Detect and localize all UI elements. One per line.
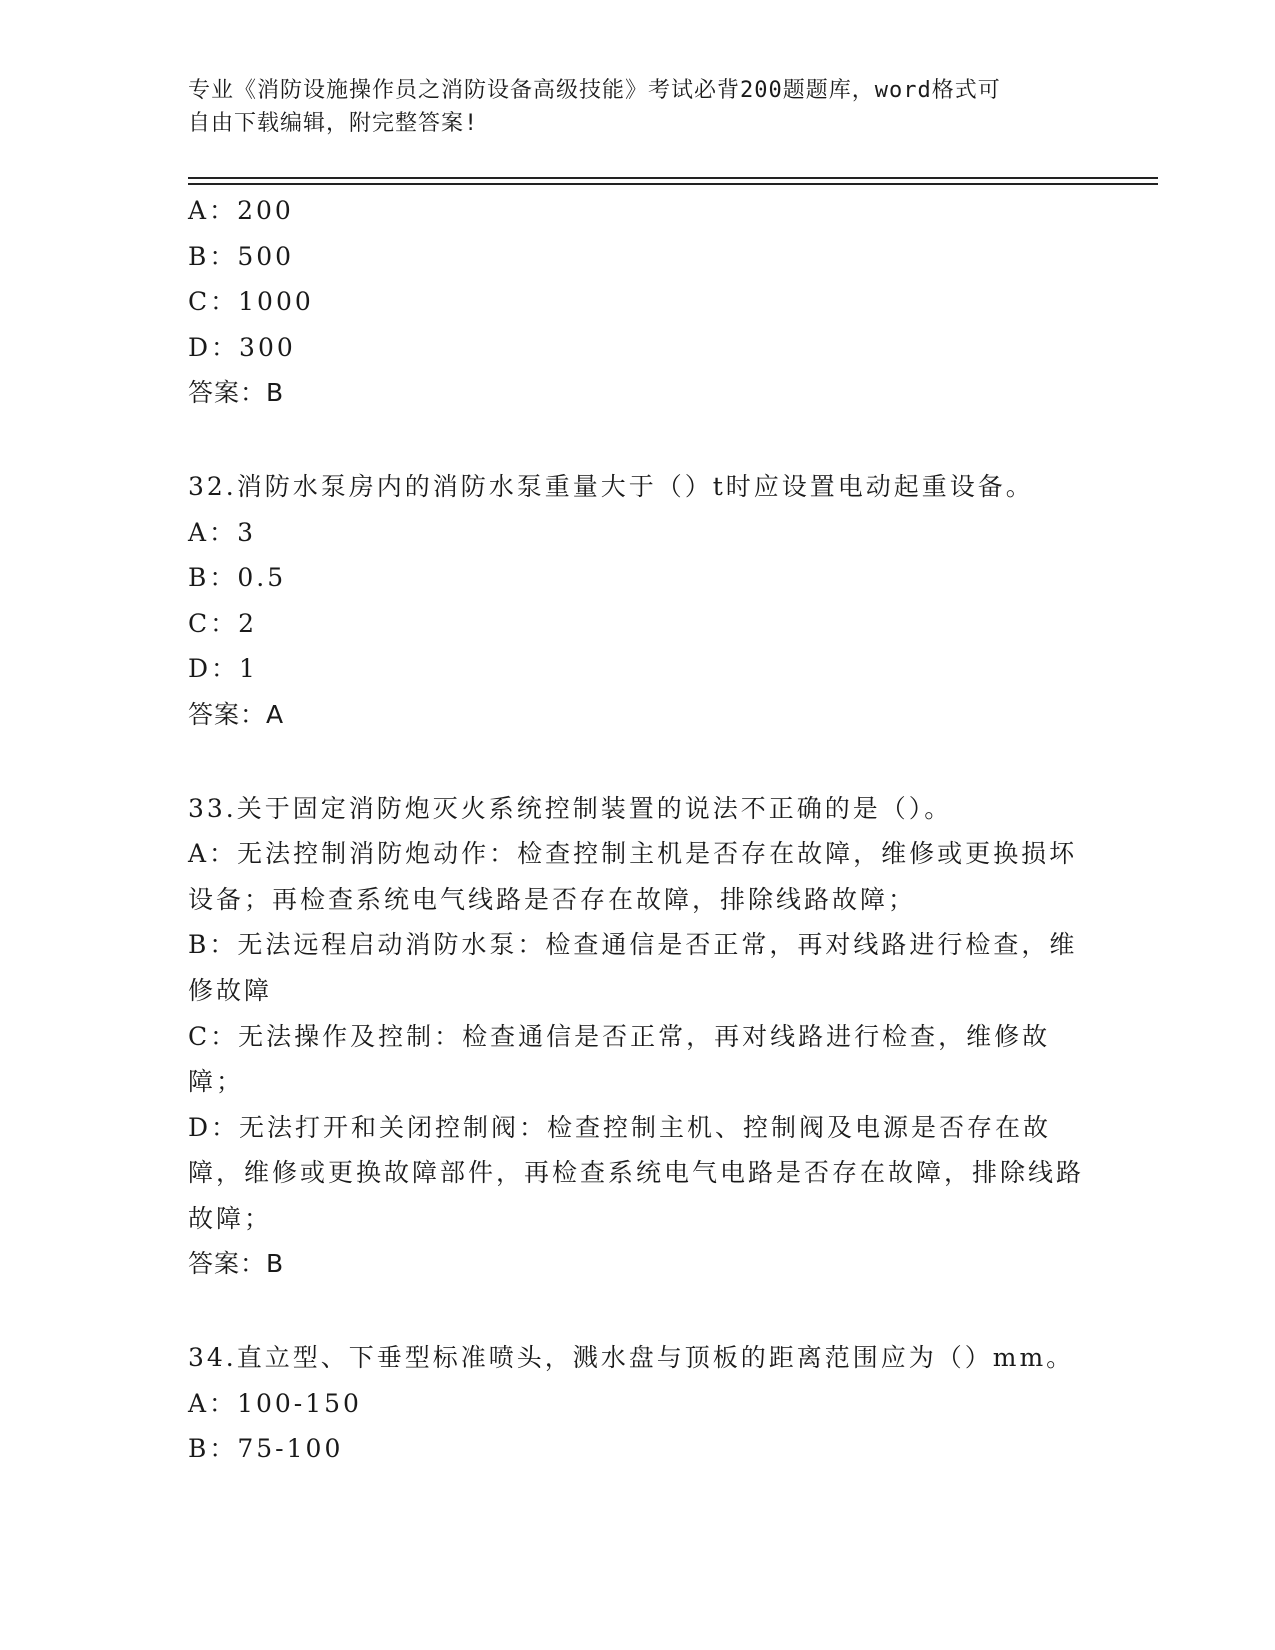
question-spacer xyxy=(188,738,1088,786)
option-b xyxy=(188,555,1088,601)
option-text: 2 xyxy=(238,608,258,638)
option-text: 75-100 xyxy=(237,1434,344,1464)
question-title: 33.关于固定消防炮灭火系统控制装置的说法不正确的是（）。 xyxy=(188,793,953,823)
question-title: 32.消防水泵房内的消防水泵重量大于（）t时应设置电动起重设备。 xyxy=(188,471,1034,501)
option-a xyxy=(188,510,1088,556)
option-label: B： xyxy=(188,930,238,960)
option-label: A： xyxy=(188,517,238,547)
option-label: C： xyxy=(188,287,239,317)
option-label: A： xyxy=(188,196,238,225)
question-34 xyxy=(188,1335,1088,1472)
header-divider-top xyxy=(188,177,1158,179)
question-content xyxy=(188,188,1088,1472)
option-d xyxy=(188,646,1088,692)
option-label: A： xyxy=(188,1388,238,1418)
option-label: B： xyxy=(188,1434,238,1464)
option-label: B： xyxy=(188,241,238,271)
option-text: 0.5 xyxy=(237,563,287,593)
option-label: D： xyxy=(188,1112,240,1142)
option-b xyxy=(188,234,1088,280)
option-text: 300 xyxy=(239,332,296,362)
option-text: 200 xyxy=(237,196,294,225)
option-label: C： xyxy=(188,1021,239,1051)
option-c xyxy=(188,1014,1088,1105)
option-label: B： xyxy=(188,563,238,593)
document-header xyxy=(188,74,1068,140)
option-text: 无法控制消防炮动作：检查控制主机是否存在故障，维修或更换损坏设备；再检查系统电气线路是否存在故障，排除线路故障； xyxy=(188,839,1078,914)
option-text: 无法打开和关闭控制阀：检查控制主机、控制阀及电源是否存在故障，维修或更换故障部件，再检查系统电气电路是否存在故障，排除线路故障； xyxy=(188,1112,1085,1233)
option-text: 无法操作及控制：检查通信是否正常，再对线路进行检查，维修故障； xyxy=(188,1021,1051,1097)
answer-line: 答案：A xyxy=(188,699,285,729)
option-a xyxy=(188,831,1088,922)
option-a xyxy=(188,188,1088,234)
answer-line: 答案：B xyxy=(188,1249,285,1279)
question-33 xyxy=(188,786,1088,1288)
option-text: 500 xyxy=(237,241,295,271)
option-label: D： xyxy=(188,654,240,684)
option-label: D： xyxy=(188,332,240,362)
option-text: 1 xyxy=(239,654,258,684)
option-b xyxy=(188,922,1088,1013)
header-line-1: 专业《消防设施操作员之消防设备高级技能》考试必背200题题库，word格式可 xyxy=(188,78,1001,103)
question-spacer xyxy=(188,1287,1088,1335)
option-d xyxy=(188,1105,1088,1242)
option-b xyxy=(188,1426,1088,1472)
header-line-2: 自由下载编辑，附完整答案! xyxy=(188,111,479,136)
question-title: 34.直立型、下垂型标准喷头，溅水盘与顶板的距离范围应为（）mm。 xyxy=(188,1343,1075,1373)
option-text: 无法远程启动消防水泵：检查通信是否正常，再对线路进行检查，维修故障 xyxy=(188,930,1078,1005)
option-label: C： xyxy=(188,608,239,638)
option-text: 100-150 xyxy=(237,1388,362,1418)
option-c xyxy=(188,601,1088,647)
option-text: 3 xyxy=(237,517,256,547)
option-c xyxy=(188,279,1088,325)
header-divider-bottom xyxy=(188,183,1158,185)
question-31-tail xyxy=(188,188,1088,416)
option-d xyxy=(188,325,1088,371)
answer-line: 答案：B xyxy=(188,378,285,408)
option-a xyxy=(188,1381,1088,1427)
option-text: 1000 xyxy=(238,287,314,317)
question-spacer xyxy=(188,416,1088,464)
option-label: A： xyxy=(188,839,238,869)
question-32 xyxy=(188,464,1088,738)
